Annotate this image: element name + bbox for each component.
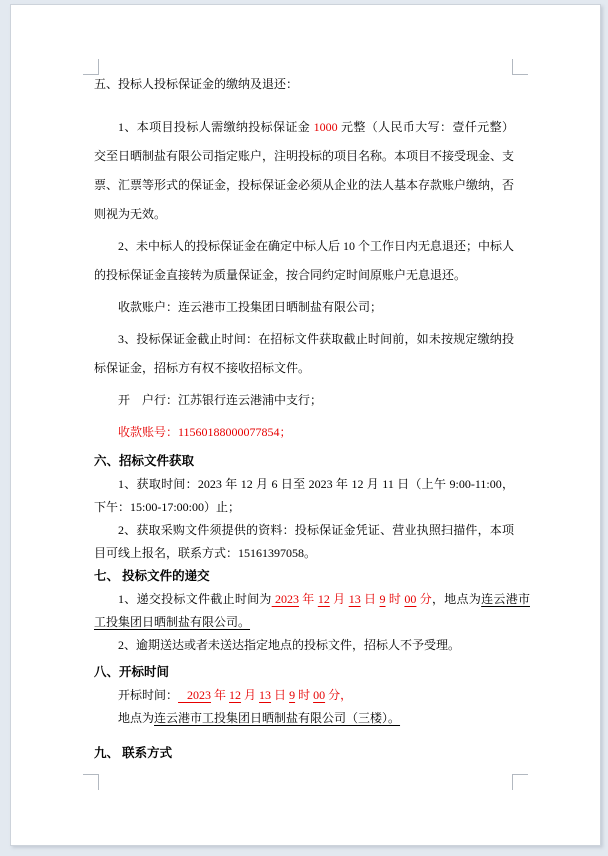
paragraph-bank-branch: 开 户行：江苏银行连云港浦中支行；	[118, 393, 323, 407]
paragraph-bond-payment	[94, 113, 514, 229]
section-6-heading: 六、招标文件获取	[94, 454, 195, 468]
paragraph-opening-time	[94, 684, 514, 707]
text-run: 地点为	[118, 711, 155, 725]
text-run: 日	[360, 592, 380, 606]
paragraph-obtain-time: 1、获取时间：2023 年 12 月 6 日至 2023 年 12 月 11 日（上午 9:00-11:00，下午：15:00-17:00:00）止；	[94, 477, 514, 514]
paragraph-bond-refund: 2、未中标人的投标保证金在确定中标人后 10 个工作日内无息退还；中标人的投标保证金直接转为质量保证金，按合同约定时间原账户无息退还。	[94, 239, 515, 282]
paragraph-late-delivery: 2、逾期送达或者未送达指定地点的投标文件，招标人不予受理。	[118, 638, 461, 652]
text-run: 月	[329, 592, 349, 606]
text-run: 月	[241, 688, 260, 702]
text-run: 日	[271, 688, 290, 702]
text-boundary-mark-bottom-left-icon	[83, 774, 99, 790]
text-run: 时	[385, 592, 405, 606]
deadline-minute-value: 00	[404, 592, 417, 606]
paragraph-opening-location	[94, 707, 514, 730]
section-8-heading: 八、开标时间	[94, 665, 170, 679]
opening-year-value: 2023	[178, 688, 212, 702]
section-9-heading: 九、 联系方式	[94, 746, 173, 760]
bond-amount-value: 1000	[313, 120, 338, 134]
paragraph-payee-account-name: 收款账户：连云港市工投集团日晒制盐有限公司；	[118, 300, 383, 314]
opening-hour-value: 9	[289, 688, 296, 702]
opening-minute-value: 00	[313, 688, 326, 702]
text-run: 分，	[325, 688, 353, 702]
document-text-area	[94, 70, 530, 765]
submission-location-value: 连云港市工投集团日晒制盐有限公司。	[94, 592, 530, 629]
opening-location-value: 连云港市工投集团日晒制盐有限公司（三楼）。	[154, 711, 401, 725]
text-boundary-mark-top-right-icon	[512, 59, 528, 75]
text-run: 时	[295, 688, 314, 702]
deadline-hour-value: 9	[379, 592, 386, 606]
text-run: 1、递交投标文件截止时间为	[118, 592, 272, 606]
deadline-day-value: 13	[348, 592, 361, 606]
paragraph-bond-deadline: 3、投标保证金截止时间：在招标文件获取截止时间前，如未按规定缴纳投标保证金，招标方有权不接收招标文件。	[94, 332, 514, 375]
section-5-heading: 五、投标人投标保证金的缴纳及退还：	[94, 77, 299, 91]
paragraph-payee-account-number: 收款账号：11560188000077854；	[118, 425, 292, 439]
paragraph-submission-deadline	[94, 588, 530, 634]
deadline-month-value: 12	[317, 592, 330, 606]
opening-month-value: 12	[229, 688, 242, 702]
text-boundary-mark-bottom-right-icon	[512, 774, 528, 790]
text-run: ，地点为	[431, 592, 482, 606]
document-page	[10, 4, 601, 846]
deadline-year-value: 2023	[271, 592, 299, 606]
text-run: 1、本项目投标人需缴纳投标保证金	[118, 120, 314, 134]
paragraph-obtain-materials: 2、获取采购文件须提供的资料：投标保证金凭证、营业执照扫描件，本项目可线上报名，联系方式：15161397058。	[94, 523, 514, 560]
text-run: 元整（人民币大写：壹仟元整）交至日晒制盐有限公司指定账户，注明投标的项目名称。本项目不接受现金、支票、汇票等形式的保证金，投标保证金必须从企业的法人基本存款账户缴纳，否则视为无效。	[94, 120, 515, 221]
opening-day-value: 13	[259, 688, 272, 702]
section-7-heading: 七、 投标文件的递交	[94, 569, 210, 583]
text-run: 分	[416, 592, 432, 606]
text-run: 年	[211, 688, 230, 702]
text-run: 开标时间：	[118, 688, 179, 702]
text-run: 年	[298, 592, 318, 606]
